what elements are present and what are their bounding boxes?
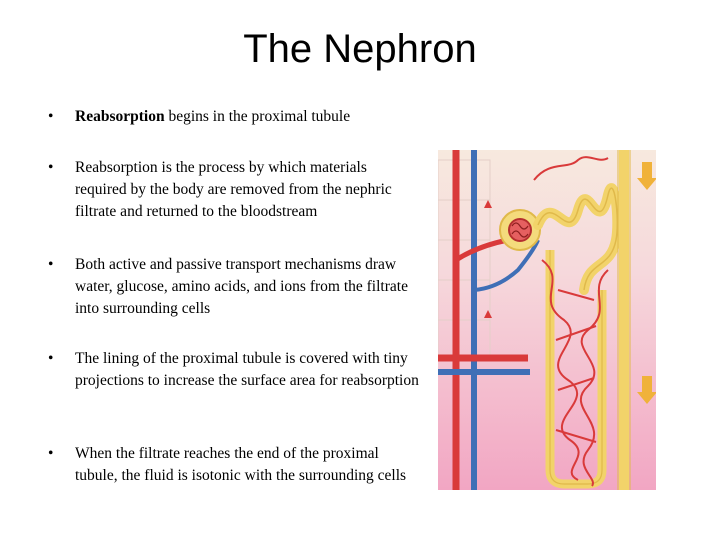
bullet-dot: • — [48, 108, 54, 125]
bullet-text: When the filtrate reaches the end of the proximal tubule, the fluid is isotonic with the surrounding cells — [75, 445, 407, 484]
bullet-dot: • — [48, 256, 54, 273]
nephron-illustration — [438, 150, 656, 490]
slide-title: The Nephron — [243, 27, 477, 71]
bullet-bold-term: Reabsorption — [75, 108, 165, 125]
bullet-text — [75, 106, 420, 128]
bullet-dot: • — [48, 159, 54, 176]
glomerulus — [509, 219, 531, 241]
bullet-dot: • — [48, 445, 54, 462]
bullet-text: Both active and passive transport mechanisms draw water, glucose, amino acids, and ions from the filtrate into surrounding cells — [75, 256, 408, 317]
bullet-dot: • — [48, 350, 54, 367]
bullet-text: The lining of the proximal tubule is covered with tiny projections to increase the surface area for reabsorption — [75, 350, 419, 389]
bullet-text-rest: begins in the proximal tubule — [164, 108, 351, 125]
bullet-text: Reabsorption is the process by which materials required by the body are removed from the nephric filtrate and returned to the bloodstream — [75, 159, 392, 220]
